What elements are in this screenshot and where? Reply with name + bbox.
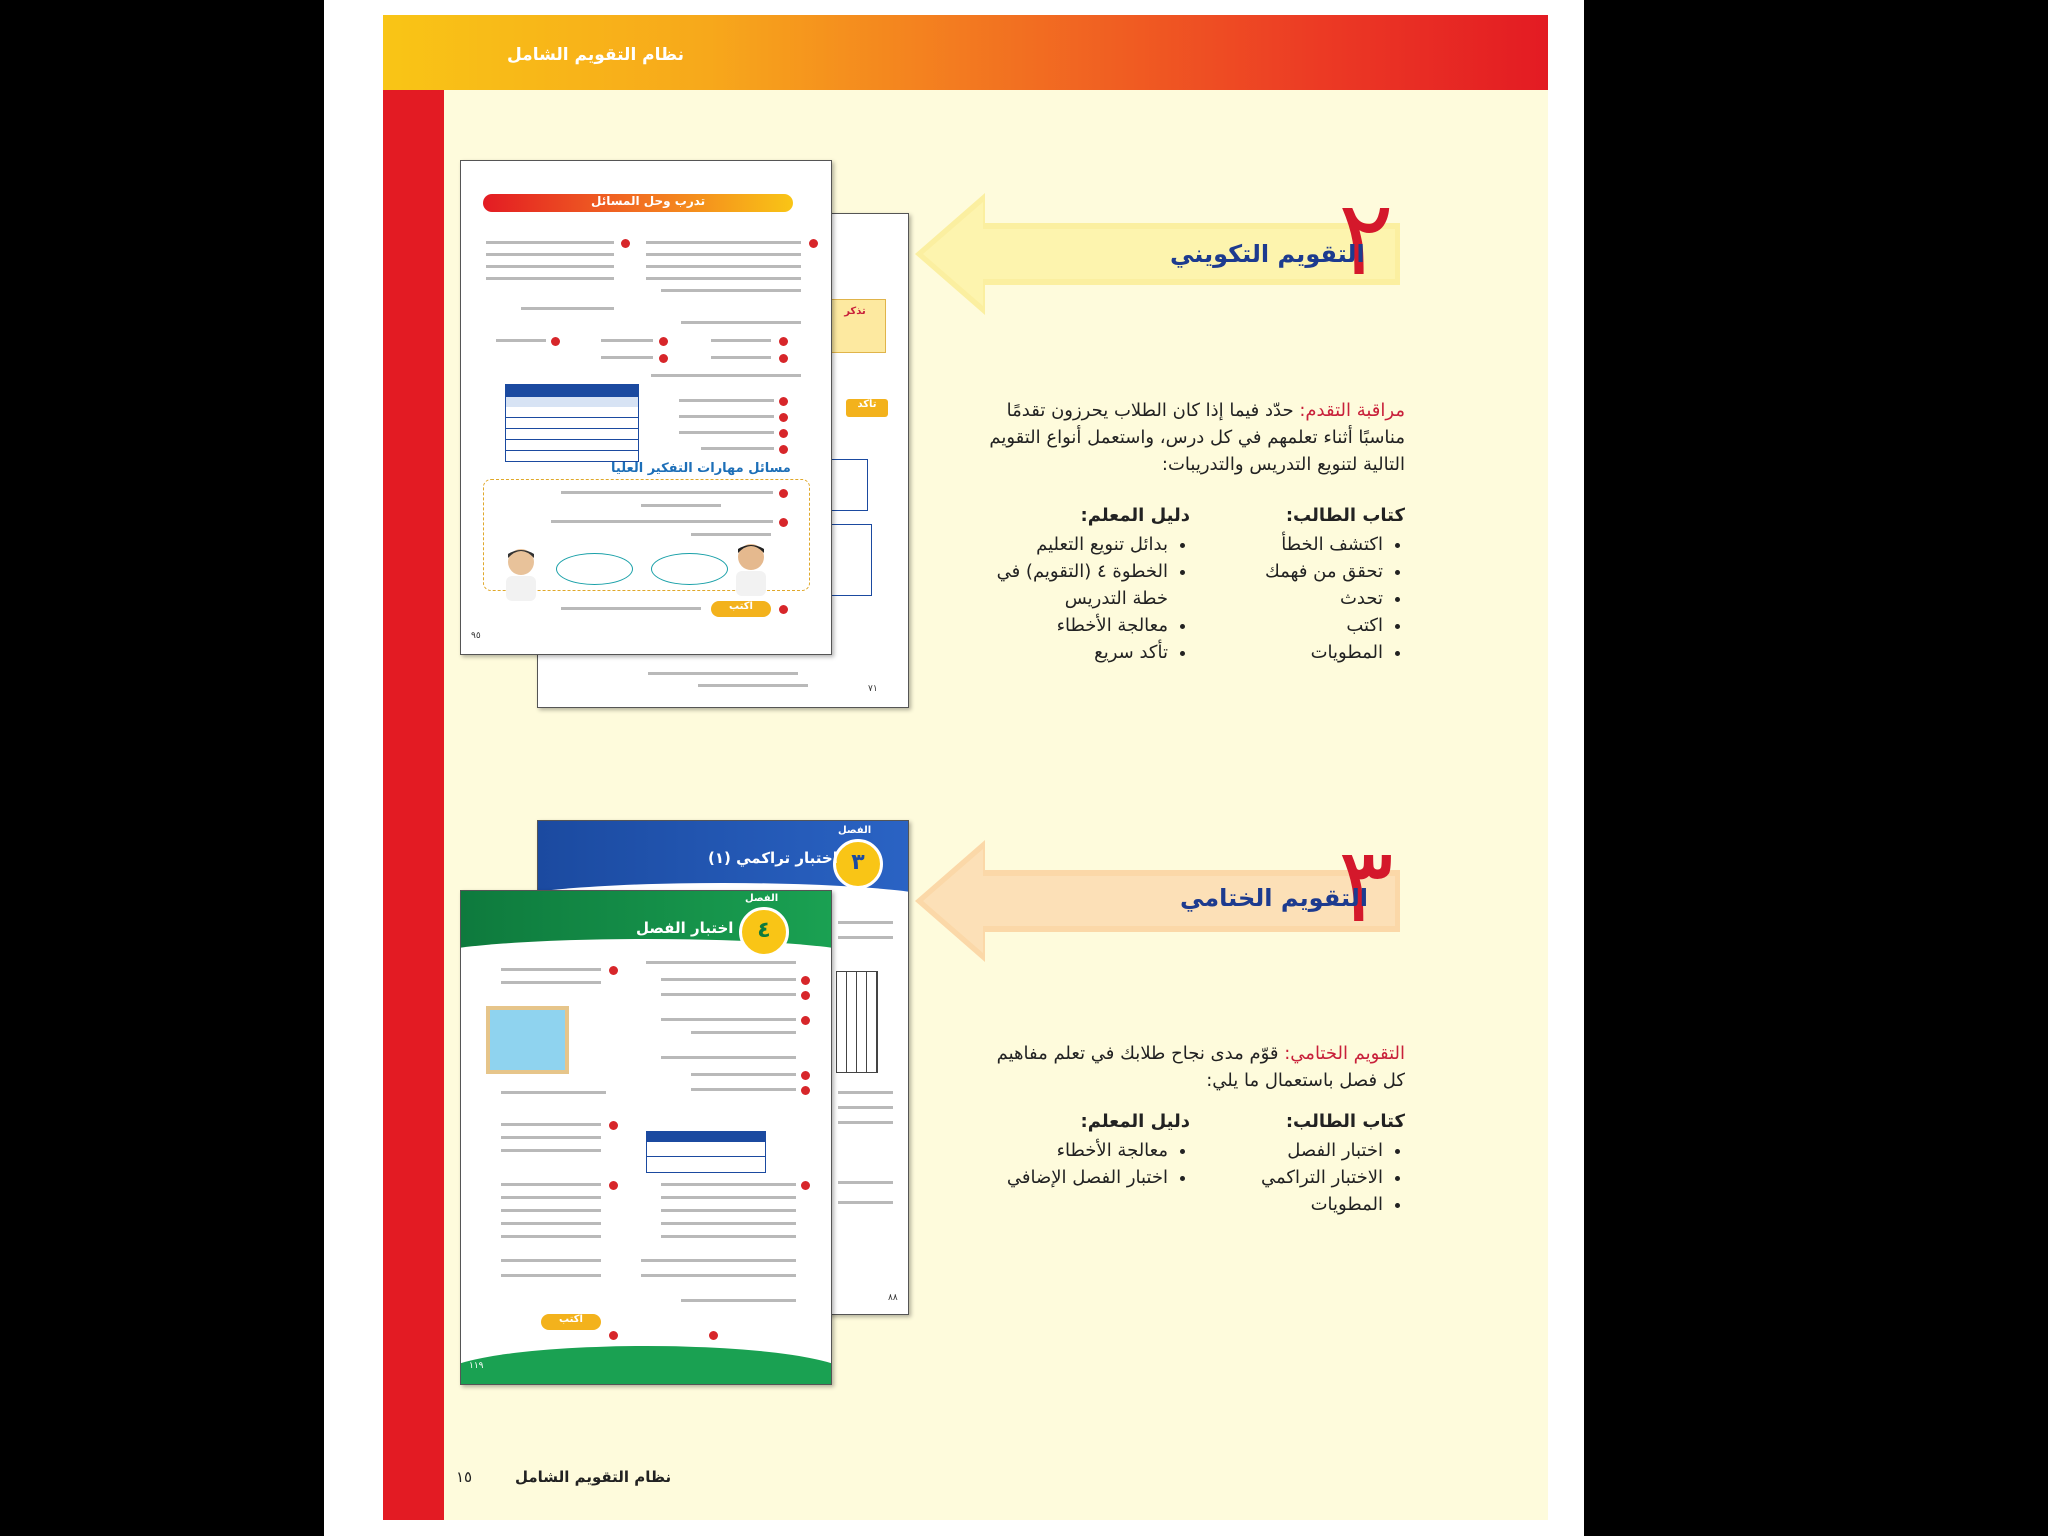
text-line	[501, 981, 601, 984]
text-line	[641, 504, 721, 507]
text-line	[646, 253, 801, 256]
text-line	[698, 684, 808, 687]
text-line	[838, 1181, 893, 1184]
text-line	[711, 356, 771, 359]
section3-intro-body: قوّم مدى نجاح طلابك في تعلم مفاهيم كل فصل باستعمال ما يلي:	[996, 1043, 1405, 1091]
text-line	[661, 1235, 796, 1238]
distance-table	[505, 384, 639, 462]
back-tab-label: تذكر	[844, 306, 866, 317]
chapter-badge-4	[739, 907, 789, 957]
back-title: اختبار تراكمي (١)	[708, 849, 838, 867]
text-line	[691, 533, 771, 536]
text-line	[679, 431, 774, 434]
back-chapter-word: الفصل	[838, 825, 872, 836]
text-line	[641, 1259, 796, 1262]
text-line	[838, 1201, 893, 1204]
text-line	[501, 1149, 601, 1152]
text-line	[691, 1073, 796, 1076]
text-line	[661, 1018, 796, 1021]
front-footer-wave	[460, 1346, 832, 1385]
front-chapter-word: الفصل	[745, 893, 779, 904]
back-table	[826, 459, 868, 511]
section3-student-heading: كتاب الطالب:	[1285, 1111, 1405, 1132]
text-line	[501, 1235, 601, 1238]
section2-intro-lead: مراقبة التقدم:	[1299, 400, 1405, 421]
list-item: • تأكد سريع	[985, 639, 1168, 666]
text-line	[486, 277, 614, 280]
back-page-number: ٧١	[868, 684, 878, 694]
front-ribbon-title: تدرب وحل المسائل	[591, 194, 706, 208]
text-line	[648, 672, 798, 675]
exercise-bullet	[779, 518, 788, 527]
text-line	[641, 1274, 796, 1277]
exercise-bullet	[801, 1016, 810, 1025]
text-line	[601, 339, 653, 342]
list-item: • معالجة الأخطاء	[985, 612, 1168, 639]
exercise-bullet	[551, 337, 560, 346]
text-line	[838, 921, 893, 924]
text-line	[691, 1031, 796, 1034]
back-table2	[826, 524, 872, 596]
left-red-margin	[383, 90, 444, 1520]
check-tab	[846, 399, 888, 417]
text-line	[838, 936, 893, 939]
text-line	[501, 968, 601, 971]
text-line	[691, 1088, 796, 1091]
back-chapter-num: ٣	[851, 850, 865, 875]
exercise-bullet	[779, 429, 788, 438]
section3-intro	[985, 1040, 1405, 1094]
exercise-bullet	[801, 1181, 810, 1190]
exercise-bullet	[609, 1181, 618, 1190]
text-line	[661, 1222, 796, 1225]
chapter-badge-3	[833, 839, 883, 889]
text-line	[561, 491, 773, 494]
text-line	[501, 1183, 601, 1186]
text-line	[486, 253, 614, 256]
exercise-bullet	[659, 354, 668, 363]
exercise-bullet	[779, 445, 788, 454]
front-chapter-num: ٤	[757, 918, 771, 943]
text-line	[646, 961, 796, 964]
footer-title: نظام التقويم الشامل	[515, 1468, 672, 1486]
back-chart	[836, 971, 878, 1073]
list-item: • بدائل تنويع التعليم	[985, 531, 1168, 558]
list-item: • اختبار الفصل الإضافي	[985, 1164, 1168, 1191]
exercise-bullet	[801, 1086, 810, 1095]
exercise-bullet	[609, 1121, 618, 1130]
section2-intro	[985, 397, 1405, 478]
section3-teacher-heading: دليل المعلم:	[1080, 1111, 1190, 1132]
back-page-number: ٨٨	[888, 1293, 898, 1303]
text-line	[701, 447, 774, 450]
list-item: • المطويات	[1245, 1191, 1383, 1218]
hots-heading: مسائل مهارات التفكير العليا	[611, 461, 791, 476]
text-line	[681, 321, 801, 324]
text-line	[838, 1106, 893, 1109]
exercise-bullet	[801, 976, 810, 985]
section3-intro-lead: التقويم الختامي:	[1284, 1043, 1405, 1064]
list-item: • اكتشف الخطأ	[1245, 531, 1383, 558]
text-line	[651, 374, 801, 377]
text-line	[661, 1183, 796, 1186]
list-item: • تحدث	[1245, 585, 1383, 612]
front-title: اختبار الفصل	[636, 919, 734, 937]
text-line	[661, 1209, 796, 1212]
text-line	[501, 1222, 601, 1225]
exercise-bullet	[621, 239, 630, 248]
write-badge	[541, 1314, 601, 1330]
text-line	[681, 1299, 796, 1302]
front3-write-label: اكتب	[559, 1314, 583, 1325]
front-table	[646, 1131, 766, 1173]
boy-avatar-left	[501, 546, 541, 601]
exercise-bullet	[779, 397, 788, 406]
text-line	[661, 978, 796, 981]
text-line	[501, 1136, 601, 1139]
text-line	[561, 607, 701, 610]
text-line	[501, 1091, 606, 1094]
section2-label: التقويم التكويني	[1170, 240, 1365, 268]
section3-number: ٣	[1338, 824, 1394, 946]
text-line	[661, 993, 796, 996]
back-check-label: تأكد	[857, 399, 877, 410]
exercise-bullet	[801, 1071, 810, 1080]
front3-page-number: ١١٩	[469, 1361, 484, 1371]
text-line	[501, 1123, 601, 1126]
section3-student-col	[1245, 1108, 1405, 1218]
section2-book-front	[460, 160, 832, 655]
text-line	[661, 289, 801, 292]
text-line	[551, 520, 773, 523]
section3-teacher-col	[985, 1108, 1190, 1191]
text-line	[646, 277, 801, 280]
exercise-bullet	[809, 239, 818, 248]
text-line	[501, 1259, 601, 1262]
list-item: • اختبار الفصل	[1245, 1137, 1383, 1164]
boy-avatar-right	[731, 541, 771, 596]
window-illustration	[486, 1006, 569, 1074]
text-line	[679, 399, 774, 402]
exercise-bullet	[709, 1331, 718, 1340]
text-line	[646, 241, 801, 244]
text-line	[496, 339, 546, 342]
section2-student-col	[1245, 502, 1405, 666]
text-line	[661, 1056, 796, 1059]
text-line	[501, 1209, 601, 1212]
text-line	[601, 356, 653, 359]
text-line	[711, 339, 771, 342]
list-item: • تحقق من فهمك	[1245, 558, 1383, 585]
exercise-bullet	[779, 413, 788, 422]
tab-tadhakkar	[824, 299, 886, 353]
exercise-bullet	[801, 991, 810, 1000]
list-item: • الخطوة ٤ (التقويم) في خطة التدريس	[985, 558, 1168, 612]
text-line	[838, 1091, 893, 1094]
header-title: نظام التقويم الشامل	[507, 45, 684, 65]
list-item: • معالجة الأخطاء	[985, 1137, 1168, 1164]
section2-teacher-heading: دليل المعلم:	[1080, 505, 1190, 526]
text-line	[679, 415, 774, 418]
text-line	[521, 307, 614, 310]
front-page-number: ٩٥	[471, 631, 481, 641]
speech-bubble-left	[556, 553, 633, 585]
text-line	[486, 241, 614, 244]
front-write-label: اكتب	[729, 601, 753, 612]
exercise-bullet	[779, 605, 788, 614]
section2-student-heading: كتاب الطالب:	[1285, 505, 1405, 526]
text-line	[661, 1196, 796, 1199]
text-line	[501, 1274, 601, 1277]
text-line	[838, 1121, 893, 1124]
text-line	[646, 265, 801, 268]
section2-teacher-col	[985, 502, 1190, 666]
footer-page-number: ١٥	[456, 1468, 473, 1486]
exercise-bullet	[609, 1331, 618, 1340]
speech-bubble-right	[651, 553, 728, 585]
write-badge	[711, 601, 771, 617]
text-line	[501, 1196, 601, 1199]
list-item: • اكتب	[1245, 612, 1383, 639]
section2-intro-body: حدّد فيما إذا كان الطلاب يحرزون تقدمًا مناسبًا أثناء تعلمهم في كل درس، واستعمل أنواع التقويم التالية لتنويع التدريس والتدريبات:	[989, 400, 1405, 475]
text-line	[486, 265, 614, 268]
exercise-bullet	[779, 489, 788, 498]
section3-book-front	[460, 890, 832, 1385]
section3-label: التقويم الختامي	[1180, 884, 1369, 912]
exercise-bullet	[659, 337, 668, 346]
page-header	[383, 15, 1548, 90]
exercise-bullet	[779, 354, 788, 363]
list-item: • الاختبار التراكمي	[1245, 1164, 1383, 1191]
section2-number: ٢	[1338, 177, 1394, 299]
list-item: • المطويات	[1245, 639, 1383, 666]
exercise-bullet	[779, 337, 788, 346]
exercise-bullet	[609, 966, 618, 975]
